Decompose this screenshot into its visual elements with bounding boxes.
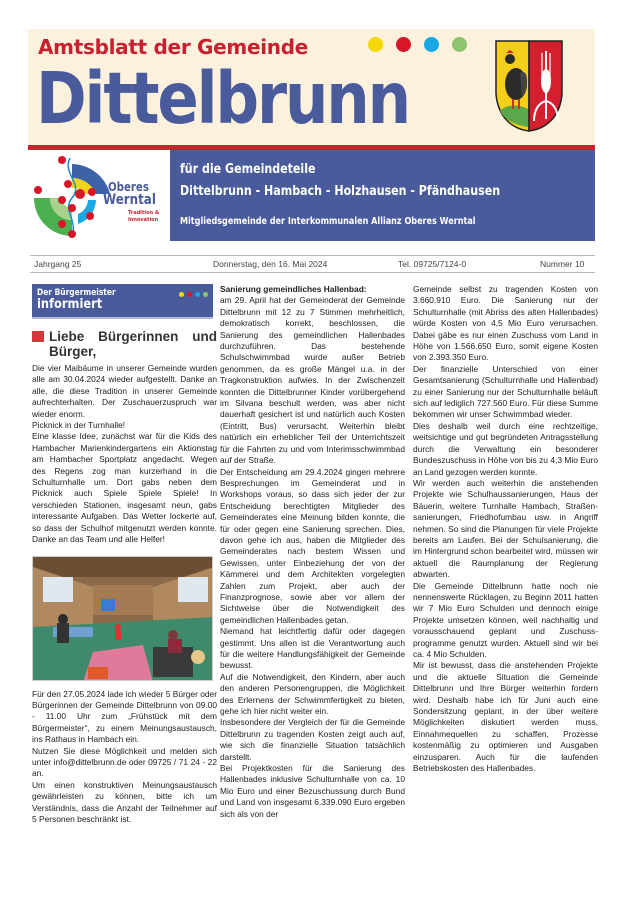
allianz-logo-icon (32, 154, 112, 238)
oberes-werntal-logo (28, 150, 173, 241)
red-square-icon (32, 331, 44, 342)
paragraph: Die Gemeinde Dittelbrunn hatte noch nie nennenswerte Rücklagen, zu Beginn 2011 hatten wir 7 Mio Euro Schulden und dennoch einige Projekte umsetzen können, weil nachhaltig und vorausschauend geplant und Zuschussprogramme genutzt wurden. Aktuell sind wir bei ca. 4 Mio Schulden. (413, 580, 598, 659)
paragraph: am 29. April hat der Gemeinderat der Gemeinde Dittelbrunn mit 12 zu 7 Stimmen mehrheitlich, demokratisch korrekt, beschlossen, die Sanierung des gemeindlichen Hallenbades durchzuführen. Das bestehende Schulschwimmbad wurde außer Betrieb genommen, da es große Mängel u.a. in der Tragkonstruktion aufwies. In der Zwischenzeit konnten die Dittelbrunner Kinder vorübergehend im Silvana beschult werden, was aber nicht dauerhaft gesichert ist und natürlich auch Kosten (Eintritt, Bus) verursacht. Weiterhin bleibt natürlich ein erheblicher Teil der Unterrichtszeit für die Fahrten zu und vom Interimsschwimmbad auf der Straße. (220, 295, 405, 466)
paragraph: Mir ist bewusst, dass die anstehenden Projekte und die aktuelle Situation die Gemeinde Dittelbrunn und Ihre Bürger weiterhin fordern wird. Deshalb habe ich für Juni auch eine Sondersitzung geplant, in der über weitere Möglichkeiten diskutiert werden muss, Einnahmequellen zu schaffen, Prozesse kostenmäßig zu optimieren und Ausgaben einzusparen. Auch für die laufenden Betriebskosten des Hallenbades. (413, 660, 598, 774)
column-3 (413, 284, 598, 774)
header-line-2: informiert (37, 297, 103, 312)
coat-of-arms-icon (494, 39, 564, 133)
logo-text-tradition: Tradition & (128, 210, 160, 216)
paragraph: Insbesondere der Vergleich der für die Gemeinde Dittelbrunn zu tragenden Kosten zeigt auch auf, wie sich die finanzielle Situation tatsächlich darstellt. (220, 717, 405, 762)
logo-text-werntal: Werntal (103, 192, 156, 208)
masthead-bottom (28, 150, 595, 241)
greeting-text: Liebe Bürgerinnen und Bürger, (49, 329, 217, 359)
column-1 (32, 284, 217, 825)
column-2 (220, 284, 405, 820)
green-dot-icon (452, 37, 467, 52)
gym-picnic-image-icon (33, 557, 213, 681)
masthead-top (28, 29, 595, 147)
red-dot-icon (396, 37, 411, 52)
issue-number: Nummer 10 (540, 259, 585, 269)
paragraph: Niemand hat leichtfertig dafür oder dagegen gestimmt. Uns allen ist die Verantwortung auch für die weitere Handlungsfähigkeit der Gemeinde bewusst. (220, 626, 405, 671)
paragraph: Um einen konstruktiven Meinungsaustausch gewährleisten zu können, bitte ich um Verständnis, dass die Anzahl der Teilnehmer auf 5 Personen beschränkt ist. (32, 779, 217, 824)
mayor-informs-header (32, 284, 213, 319)
paragraph: Dies deshalb weil durch eine rechtzeitige, weitsichtige und gut begründeten Antragsstellung durch die Verwaltung ein besonderer Bundeszuschuss in Höhe von bis zu 4,3 Mio Euro an Land gezogen werden konnte. (413, 420, 598, 477)
blue-dot-icon (195, 292, 200, 297)
header-line-1: Der Bürgermeister (37, 288, 116, 298)
issue-info-bar (30, 255, 595, 273)
picnic-photo (32, 556, 213, 681)
band-line-districts: Dittelbrunn - Hambach - Holzhausen - Pfändhausen (180, 184, 501, 199)
phone-number: Tel. 09725/7124-0 (398, 259, 467, 269)
article-heading: Sanierung gemeindliches Hallenbad: (220, 284, 367, 294)
paragraph: Der Entscheidung am 29.4.2024 gingen mehrere Besprechungen im Gemeinderat und in Workshops voraus, so dass sich jeder der zur Entscheidung berechtigten Mitglieder des Gemeinderates eine Meinung bilden konnte, die für oder gegen eine Sanierung sprechen. Dies, davon gehe ich aus, haben die Mitglieder des Gemeinderates nach bestem Wissen und Gewissen, unter Einbeziehung der von der Kämmerei und dem Architekten vorgelegten Zahlen zum Projekt, aber auch der Finanzprognose, sowie aber vor allem der Sichtweise über die Notwendigkeit des gemeindlichen Hallenbades getan. (220, 466, 405, 625)
color-dots (368, 37, 467, 52)
band-line-1: für die Gemeindeteile (180, 162, 316, 177)
paragraph: Für den 27.05.2024 lade ich wieder 5 Bürger oder Bürgerinnen der Gemeinde Dittelbrunn von 09.00 - 11.00 Uhr zum „Frühstück mit dem Bürgermeister“, zu einem Meinungsaustausch, ins Rathaus in Hambach ein. (32, 688, 217, 745)
logo-text-innovation: Innovation (128, 217, 159, 223)
masthead (28, 29, 595, 241)
paragraph: Bei Projektkosten für die Sanierung des Hallenbades inklusive Schulturnhalle von ca. 10 Mio Euro und einer Bezuschussung durch Bund und Land von insgesamt 6.339.090 Euro ergeben sich als von der (220, 763, 405, 819)
band-line-membership: Mitgliedsgemeinde der Interkommunalen Allianz Oberes Werntal (180, 216, 476, 227)
paragraph-subheading: Picknick in der Turnhalle! (32, 420, 126, 431)
publication-subtitle: Amtsblatt der Gemeinde (38, 35, 309, 59)
green-dot-icon (203, 292, 208, 297)
blue-dot-icon (424, 37, 439, 52)
red-dot-icon (187, 292, 192, 297)
paragraph: Wir werden auch weiterhin die anstehenden Projekte wie Schulhaussanierungen, Haus der Bäuerin, weitere Turnhalle Hambach, Straßensanierungen, Friedhofumbau usw. in Angriff nehmen. So sind die Planungen für viele Projekte bereits am Laufen. Bei der Schulsanierung, die im Hintergrund schon bearbeitet wird, müssen wir aktuell die Raumplanung der Regierung abwarten. (413, 477, 598, 580)
logo-text-oberes: Oberes (108, 180, 149, 194)
mini-color-dots (179, 292, 208, 297)
paragraph: Auf die Notwendigkeit, den Kindern, aber auch den anderen Personengruppen, die Möglichkeit des Erlernens der Schwimmfertigkeit zu bieten, gehe ich hier nicht weiter ein. (220, 671, 405, 717)
paragraph: Gemeinde selbst zu tragenden Kosten von 3.660.910 Euro. Die Sanierung nur der Schulturnhalle (mit Abriss des alten Hallenbades) würde Kosten von 4,5 Mio Euro verursachen. Dabei gäbe es nur einen Zuschuss vom Land in Höhe von 1.566.650 Euro, somit eigene Kosten von 2.393.350 Euro. (413, 284, 598, 363)
paragraph: Die vier Maibäume in unserer Gemeinde wurden alle am 30.04.2024 wieder aufgestellt. Danke an alle, die diese Tradition in unserer Gemeinde aufrechterhalten. Der Zuschauerzuspruch war wieder enorm. (32, 363, 217, 419)
publication-title: Dittelbrunn (36, 57, 409, 140)
paragraph-contact: Nutzen Sie diese Möglichkeit und melden sich unter info@dittelbrunn.de oder 09725 / 71 24 - 22 an. (32, 745, 217, 779)
greeting-heading (32, 329, 217, 359)
paragraph: Der finanzielle Unterschied von einer Gesamtsanierung (Schulturnhalle und Hallenbad) zu einer Sanierung nur der Schulturnhalle beläuft sich auf lediglich 727.560 Euro. Für diese Summe bekommen wir unser Schwimmbad wieder. (413, 363, 598, 420)
paragraph: Eine klasse Idee, zunächst war für die Kids des Hambacher Marienkindergartens ein Aktionstag am Hambacher Sportplatz angedacht. Wegen des Regens zog man kurzerhand in die Schulturnhalle um. Dort gabs neben dem Picknick auch Spiele Spiele Spiele! In verschieden Stationen, insgesamt neun, gabs interessante Aufgaben. Das Wetter lockerte auf, so dass der Schulhof mitgenutzt werden konnte. Danke an das Team und alle Helfer! (32, 431, 217, 545)
municipality-band (170, 150, 595, 241)
yellow-dot-icon (179, 292, 184, 297)
volume-label: Jahrgang 25 (34, 259, 82, 269)
yellow-dot-icon (368, 37, 383, 52)
issue-date: Donnerstag, den 16. Mai 2024 (213, 259, 328, 269)
